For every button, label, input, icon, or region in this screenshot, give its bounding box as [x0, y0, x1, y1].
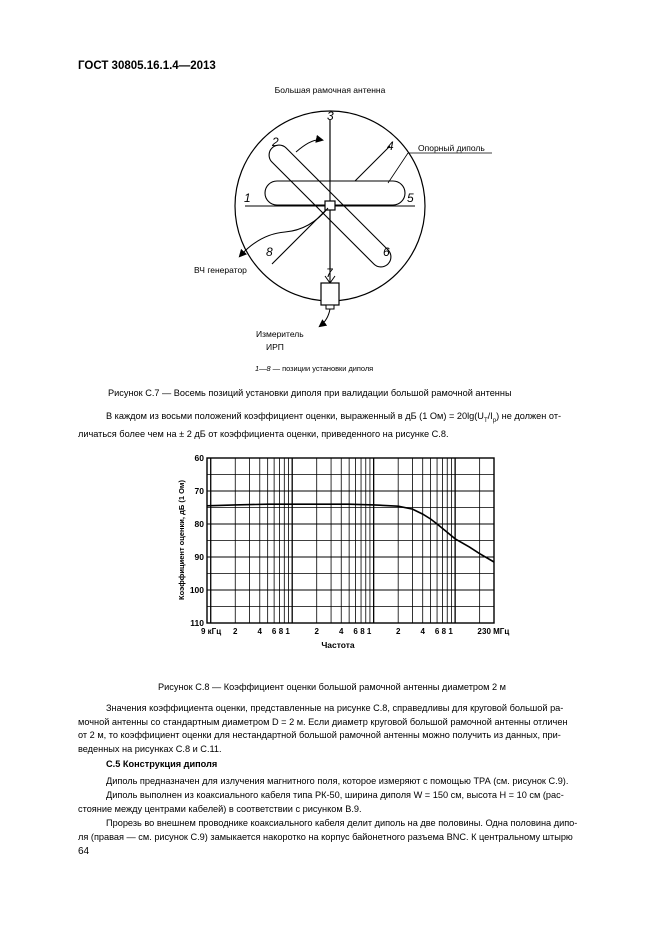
x-tick-label: 30 МГц — [482, 627, 510, 636]
meter-cable — [320, 309, 330, 326]
meter-box — [321, 283, 339, 305]
x-tick-label: 2 — [477, 627, 482, 636]
center-connector — [325, 201, 335, 210]
figure-c8-chart — [170, 450, 510, 655]
y-tick-label: 90 — [194, 552, 204, 562]
meter-label-2: ИРП — [266, 342, 284, 352]
loop-antenna-title: Большая рамочная антенна — [274, 85, 386, 95]
y-tick-label: 100 — [189, 585, 204, 595]
generator-cable — [240, 208, 328, 256]
x-tick-label: 4 — [420, 627, 425, 636]
x-tick-label: 6 — [434, 627, 440, 636]
document-header: ГОСТ 30805.16.1.4—2013 — [78, 60, 216, 72]
chart-xlabel: Частота — [321, 640, 355, 650]
x-tick-label: 8 1 — [441, 627, 453, 636]
x-tick-label: 4 — [257, 627, 263, 636]
pos-6: 6 — [383, 245, 390, 259]
figure-c7-diagram — [194, 80, 500, 365]
paragraph-1: В каждом из восьми положений коэффициент оценки, выраженный в дБ (1 $Ом) = 20\lg(U_Т/I_р)$ не должен от- личаться более чем на ± 2 дБ от коэффициента оценки, приведенного на рисунке С.8. — [78, 411, 562, 440]
paragraph-3: Диполь предназначен для излучения магнитного поля, которое измеряют с помощью ТРА (см. рисунок С.9). — [106, 776, 569, 786]
pos-7: 7 — [326, 266, 333, 280]
figure-c7-legend: 1—8 — позиции установки диполя — [255, 364, 374, 373]
pos-8: 8 — [266, 245, 273, 259]
pos-4: 4 — [387, 139, 394, 153]
x-tick-label: 2 — [395, 627, 401, 636]
y-tick-label: 60 — [194, 453, 204, 463]
rotation-arrow — [296, 140, 322, 152]
paragraph-2: Значения коэффициента оценки, представленные на рисунке С.8, справедливы для круговой большой ра- мочной антенны со стандартным диаметром D = 2 м. Если диаметр круговой большой рамочной антенны отличен от 2 м, то коэффициент оценки для нестандартной большой рамочной антенны можно получить из данных, при- веденных на рисунках С.8 и С.11. — [78, 703, 568, 754]
figure-c8-caption: Рисунок С.8 — Коэффициент оценки большой рамочной антенны диаметром 2 м — [158, 682, 506, 692]
x-tick-label: 2 — [233, 627, 238, 636]
generator-label: ВЧ генератор — [194, 265, 247, 275]
series-line — [207, 504, 494, 562]
x-tick-label: 6 — [353, 627, 358, 636]
meter-label-1: Измеритель — [256, 329, 304, 339]
figure-c7-caption: Рисунок С.7 — Восемь позиций установки диполя при валидации большой рамочной антенны — [108, 388, 512, 398]
paragraph-5: Прорезь во внешнем проводнике коаксиального кабеля делит диполь на две половины. Одна половина дипо- ля (правая — см. рисунок С.9) замыкается накоротко на корпус байонетного разъема BNC. К центральному штырю — [78, 818, 578, 842]
x-tick-label: 8 1 — [360, 627, 372, 636]
paragraph-4: Диполь выполнен из коаксиального кабеля типа РК-50, ширина диполя W = 150 см, высота H = 10 см (рас- стояние между центрами кабелей) в соответствии с рисунком В.9. — [78, 790, 564, 814]
pos-1: 1 — [244, 191, 251, 205]
page-number: 64 — [78, 846, 90, 857]
y-tick-label: 110 — [190, 618, 204, 628]
reference-dipole-label: Опорный диполь — [418, 143, 485, 153]
pos-5: 5 — [407, 191, 414, 205]
x-tick-label: 8 1 — [278, 627, 290, 636]
x-tick-label: 9 кГц — [201, 627, 222, 636]
x-tick-label: 6 — [271, 627, 277, 636]
pos-3: 3 — [327, 109, 334, 123]
x-tick-label: 2 — [314, 627, 319, 636]
chart-ylabel: Коэффициент оценки, дБ (1 Ом) — [177, 480, 186, 600]
pos-2: 2 — [272, 135, 279, 149]
section-heading: С.5 Конструкция диполя — [106, 759, 218, 769]
x-tick-label: 4 — [339, 627, 344, 636]
y-tick-label: 70 — [194, 486, 204, 496]
y-tick-label: 80 — [194, 519, 204, 529]
